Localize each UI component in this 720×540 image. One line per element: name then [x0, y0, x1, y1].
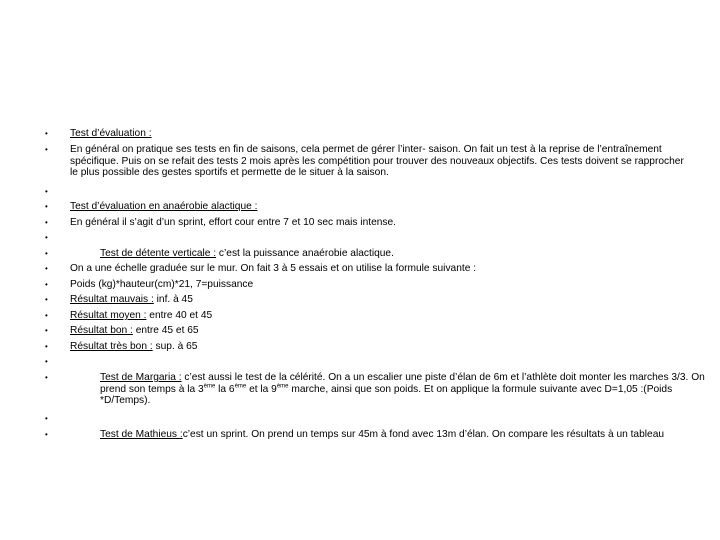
heading-anaerobie — [70, 201, 690, 213]
paragraph-intro — [70, 144, 690, 179]
test-description: marche, ainsi que son poids. Et on applique la formule suivante avec D=1,05 :(Poids *D/Temps). — [100, 383, 673, 406]
heading-text: Test d’évaluation : — [70, 128, 152, 139]
result-value: sup. à 65 — [152, 341, 198, 352]
test-description: c’est un sprint. On prend un temps sur 45m à fond avec 13m d’élan. On compare les résultats à un tableau — [182, 429, 665, 440]
superscript: ème — [234, 383, 247, 390]
paragraph-text: En général on pratique ses tests en fin de saisons, cela permet de gérer l’inter- saison. On fait un test à la reprise de l’entraînement spécifique. Puis on se refait des tests 2 mois après les compétition pour trouver des nouveaux objectifs. Ces tests doivent se rapprocher le plus possible des gestes sportifs et permette de le situer à la saison. — [70, 144, 684, 178]
paragraph-echelle — [70, 263, 690, 275]
result-label: Résultat mauvais : — [70, 294, 154, 305]
bullet: • — [45, 373, 48, 382]
bullet: • — [45, 414, 48, 423]
test-detente-verticale — [70, 248, 720, 260]
result-bon — [70, 325, 690, 337]
bullet: • — [45, 202, 48, 211]
result-value: inf. à 45 — [153, 294, 193, 305]
superscript: ème — [203, 383, 216, 390]
result-label: Résultat très bon : — [70, 341, 153, 352]
result-tres-bon — [70, 341, 690, 353]
result-label: Résultat bon : — [70, 325, 133, 336]
bullet: • — [45, 357, 48, 366]
bullet: • — [45, 233, 48, 242]
formula-puissance — [70, 279, 690, 291]
result-value: entre 45 et 65 — [132, 325, 199, 336]
test-margaria — [70, 372, 720, 407]
test-description: c’est aussi le test de la célérité. On a un escalier une piste d’élan de 6m et l’athlète doit monter les marches 3/3. On prend son temps à la 3 — [100, 372, 705, 395]
result-value: entre 40 et 45 — [146, 310, 213, 321]
bullet: • — [45, 326, 48, 335]
test-description: c’est la puissance anaérobie alactique. — [216, 248, 394, 259]
bullet: • — [45, 187, 48, 196]
bullet: • — [45, 342, 48, 351]
bullet: • — [45, 295, 48, 304]
result-moyen — [70, 310, 690, 322]
bullet: • — [45, 145, 48, 154]
paragraph-sprint — [70, 217, 690, 229]
heading-test-evaluation — [70, 128, 690, 140]
paragraph-text: En général il s’agit d’un sprint, effort cour entre 7 et 10 sec mais intense. — [70, 217, 396, 228]
superscript: ème — [276, 383, 289, 390]
test-mathieus — [70, 429, 720, 441]
bullet: • — [45, 280, 48, 289]
test-title: Test de Margaria : — [100, 372, 182, 383]
paragraph-text: On a une échelle graduée sur le mur. On fait 3 à 5 essais et on utilise la formule suivante : — [70, 263, 477, 274]
formula-text: Poids (kg)*hauteur(cm)*21, 7=puissance — [70, 279, 254, 290]
bullet: • — [45, 311, 48, 320]
test-description: la 6 — [215, 383, 235, 395]
test-description: et la 9 — [246, 383, 277, 395]
heading-text: Test d’évaluation en anaérobie alactique : — [70, 201, 258, 212]
bullet: • — [45, 129, 48, 138]
bullet: • — [45, 430, 48, 439]
result-label: Résultat moyen : — [70, 310, 147, 321]
test-title: Test de détente verticale : — [100, 248, 217, 259]
test-title: Test de Mathieus : — [100, 429, 183, 440]
bullet: • — [45, 249, 48, 258]
bullet: • — [45, 218, 48, 227]
result-mauvais — [70, 294, 690, 306]
bullet: • — [45, 264, 48, 273]
